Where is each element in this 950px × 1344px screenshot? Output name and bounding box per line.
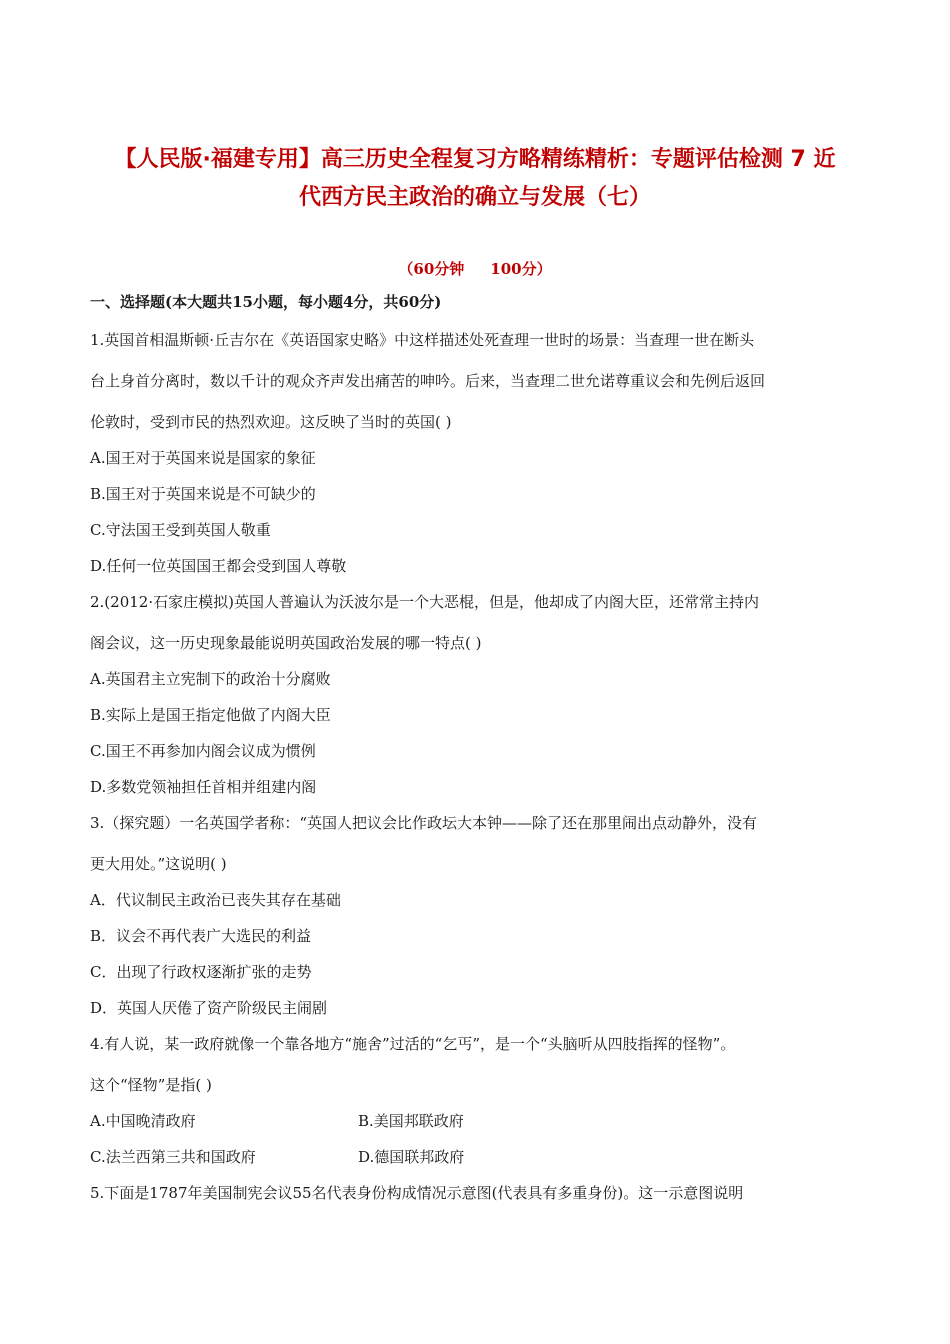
- question-3-option-a: A．代议制民主政治已丧失其存在基础: [90, 891, 341, 909]
- question-1-stem-line-1: 1.英国首相温斯顿·丘吉尔在《英语国家史略》中这样描述处死查理一世时的场景：当查理一世在断头: [90, 331, 755, 349]
- exam-total-score: 100分）: [490, 260, 552, 278]
- question-3-option-d: D．英国人厌倦了资产阶级民主闹剧: [90, 999, 328, 1017]
- question-1-stem-line-2: 台上身首分离时，数以千计的观众齐声发出痛苦的呻吟。后来，当查理二世允诺尊重议会和先例后返回: [90, 372, 766, 390]
- question-2-option-a: A.英国君主立宪制下的政治十分腐败: [90, 670, 331, 688]
- question-2-option-c: C.国王不再参加内阁会议成为惯例: [90, 742, 316, 760]
- question-1-option-a: A.国王对于英国来说是国家的象征: [90, 449, 316, 467]
- question-4-stem-line-2: 这个“怪物”是指( ): [90, 1076, 212, 1094]
- question-3-stem-line-2: 更大用处。”这说明( ): [90, 855, 227, 873]
- question-4-option-a: A.中国晚清政府: [90, 1112, 196, 1130]
- question-4-option-c: C.法兰西第三共和国政府: [90, 1148, 256, 1166]
- document-title-line2: 代西方民主政治的确立与发展（七）: [298, 185, 651, 210]
- document-title-line1: 【人民版·福建专用】高三历史全程复习方略精练精析：专题评估检测 7 近: [114, 147, 836, 172]
- question-1-stem-line-3: 伦敦时，受到市民的热烈欢迎。这反映了当时的英国( ): [90, 413, 452, 431]
- question-2-option-b: B.实际上是国王指定他做了内阁大臣: [90, 706, 331, 724]
- question-1-option-d: D.任何一位英国国王都会受到国人尊敬: [90, 557, 347, 575]
- question-3-stem-line-1: 3.（探究题）一名英国学者称：“英国人把议会比作政坛大本钟——除了还在那里闹出点动静外，没有: [90, 814, 757, 832]
- question-4-stem-line-1: 4.有人说，某一政府就像一个靠各地方“施舍”过活的“乞丐”，是一个“头脑听从四肢指挥的怪物”。: [90, 1035, 736, 1053]
- exam-duration: （60分钟: [398, 260, 465, 278]
- question-2-stem-line-2: 阁会议，这一历史现象最能说明英国政治发展的哪一特点( ): [90, 634, 482, 652]
- question-2-stem-line-1: 2.(2012·石家庄模拟)英国人普遍认为沃波尔是一个大恶棍，但是，他却成了内阁大臣，还常常主持内: [90, 593, 759, 611]
- question-2-option-d: D.多数党领袖担任首相并组建内阁: [90, 778, 317, 796]
- question-1-option-b: B.国王对于英国来说是不可缺少的: [90, 485, 316, 503]
- section-heading: 一、选择题(本大题共15小题，每小题4分，共60分): [90, 293, 442, 311]
- question-4-option-d: D.德国联邦政府: [358, 1148, 465, 1166]
- question-5-stem-line-1: 5.下面是1787年美国制宪会议55名代表身份构成情况示意图(代表具有多重身份)。这一示意图说明: [90, 1184, 744, 1202]
- question-4-option-b: B.美国邦联政府: [358, 1112, 464, 1130]
- exam-duration-score: [0, 258, 950, 279]
- question-3-option-c: C．出现了行政权逐渐扩张的走势: [90, 963, 312, 981]
- question-1-option-c: C.守法国王受到英国人敬重: [90, 521, 271, 539]
- question-3-option-b: B．议会不再代表广大选民的利益: [90, 927, 312, 945]
